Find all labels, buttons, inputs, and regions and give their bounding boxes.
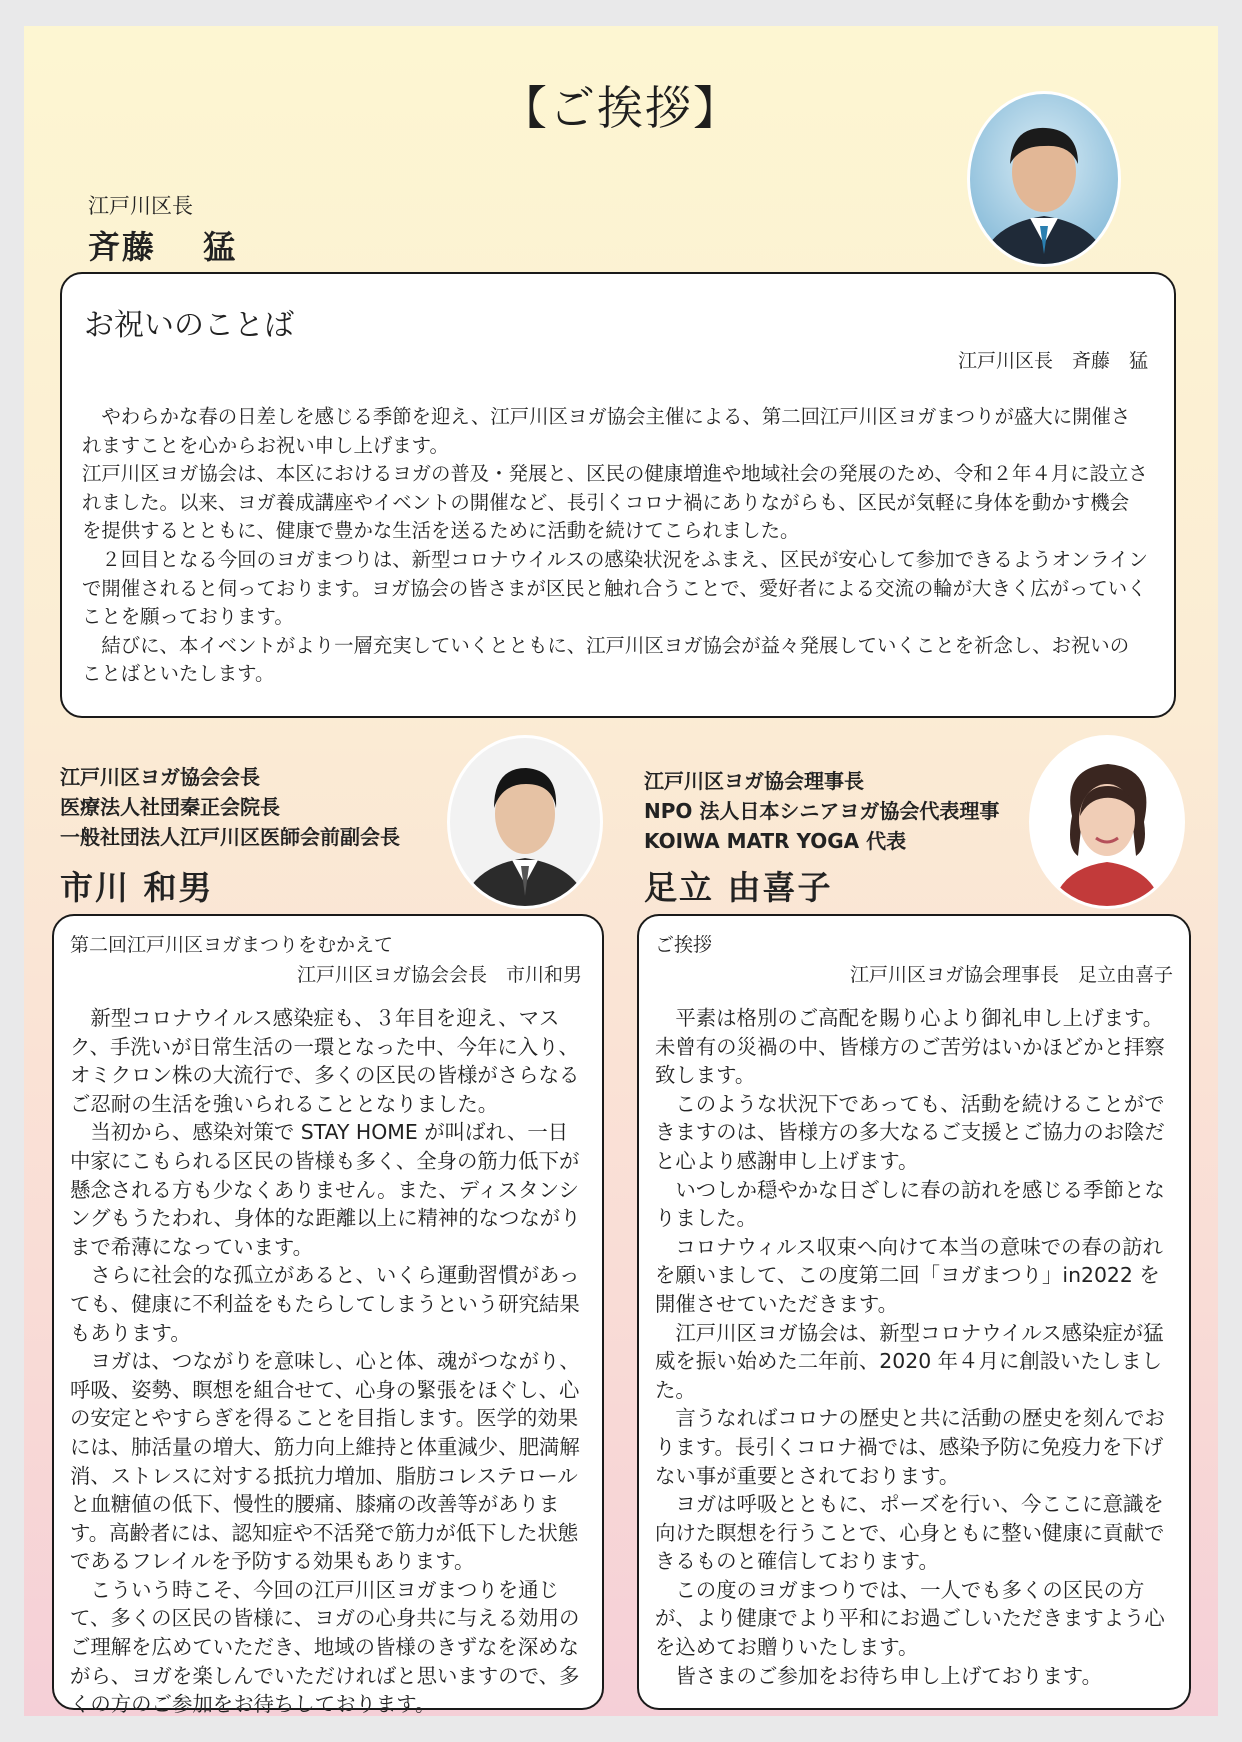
ichikawa-box-heading: 第二回江戸川区ヨガまつりをむかえて: [70, 934, 394, 956]
greeting-signature: 江戸川区長 斉藤 猛: [957, 350, 1148, 372]
page-sheet: [24, 26, 1218, 1716]
adachi-paragraph: このような状況下であっても、活動を続けることができますのは、皆様方の多大なるご支援とご協力のお陰だと心より感謝申し上げます。: [655, 1091, 1165, 1173]
ichikawa-paragraph: こういう時こそ、今回の江戸川区ヨガまつりを通じて、多くの区民の皆様に、ヨガの心身共に与える効用のご理解を広めていただき、地域の皆様のきずなを深めながら、ヨガを楽しんでいただければと思いますので、多くの方のご参加をお待ちしております。: [70, 1577, 580, 1717]
greeting-body: [82, 403, 1148, 689]
ichikawa-roles: [60, 762, 400, 852]
ichikawa-box-signature: 江戸川区ヨガ協会会長 市川和男: [296, 964, 582, 986]
ichikawa-paragraph: さらに社会的な孤立があると、いくら運動習慣があっても、健康に不利益をもたらしてしまうという研究結果もあります。: [70, 1263, 580, 1345]
adachi-box-heading: ご挨拶: [655, 934, 713, 956]
ichikawa-paragraph: 当初から、感染対策で STAY HOME が叫ばれ、一日中家にこもられる区民の皆様も多く、全身の筋力低下が懸念される方も少なくありません。また、ディスタンシングもうたわれ、身体的な距離以上に精神的なつながりまで希薄になっています。: [70, 1120, 581, 1259]
ichikawa-role: 江戸川区ヨガ協会会長: [60, 765, 260, 789]
greeting-paragraph: やわらかな春の日差しを感じる季節を迎え、江戸川区ヨガ協会主催による、第二回江戸川区ヨガまつりが盛大に開催されますことを心からお祝い申し上げます。: [82, 405, 1131, 457]
adachi-message-body: [655, 1004, 1179, 1690]
ichikawa-message-box: [52, 914, 604, 1717]
greeting-box: [60, 272, 1176, 718]
adachi-paragraph: コロナウィルス収束へ向けて本当の意味での春の訪れを願いまして、この度第二回「ヨガまつり」in2022 を開催させていただきます。: [655, 1234, 1163, 1316]
mayor-photo: [970, 94, 1118, 264]
adachi-paragraph: ヨガは呼吸とともに、ポーズを行い、今ここに意識を向けた瞑想を行うことで、心身ともに整い健康に貢献できるものと確信しております。: [655, 1492, 1165, 1574]
page-title: 【ご挨拶】: [501, 81, 741, 135]
adachi-paragraph: この度のヨガまつりでは、一人でも多くの区民の方が、より健康でより平和にお過ごしいただきますよう心を込めてお贈りいたします。: [655, 1577, 1165, 1660]
ichikawa-role: 一般社団法人江戸川区医師会前副会長: [60, 825, 400, 849]
adachi-paragraph: 江戸川区ヨガ協会は、新型コロナウイルス感染症が猛威を振い始めた二年前、2020 年４月に創設いたしました。: [655, 1320, 1164, 1402]
greeting-heading: お祝いのことば: [84, 308, 294, 343]
ichikawa-message-body: [70, 1004, 588, 1719]
adachi-name: 足立 由喜子: [644, 868, 833, 907]
greeting-paragraph: ２回目となる今回のヨガまつりは、新型コロナウイルスの感染状況をふまえ、区民が安心して参加できるようオンラインで開催されると伺っております。ヨガ協会の皆さまが区民と触れ合うことで、愛好者による交流の輪が大きく広がっていくことを願っております。: [82, 547, 1148, 629]
adachi-photo: [1032, 738, 1182, 906]
adachi-paragraph: 皆さまのご参加をお待ち申し上げております。: [655, 1663, 1102, 1688]
greeting-paragraph: 江戸川区ヨガ協会は、本区におけるヨガの普及・発展と、区民の健康増進や地域社会の発展のため、令和２年４月に設立されました。以来、ヨガ養成講座やイベントの開催など、長引くコロナ禍にありながらも、区民が気軽に身体を動かす機会を提供するとともに、健康で豊かな生活を送るために活動を続けてこられました。: [82, 462, 1148, 543]
ichikawa-paragraph: ヨガは、つながりを意味し、心と体、魂がつながり、呼吸、姿勢、瞑想を組合せて、心身の緊張をほぐし、心の安定とやすらぎを得ることを目指します。医学的効果には、肺活量の増大、筋力向上維持と体重減少、肥満解消、ストレスに対する抵抗力増加、脂肪コレステロールと血糖値の低下、慢性的腰痛、膝痛の改善等があります。高齢者には、認知症や不活発で筋力が低下した状態であるフレイルを予防する効果もあります。: [70, 1349, 580, 1574]
ichikawa-name: 市川 和男: [60, 868, 214, 907]
mayor-name: 斉藤 猛: [88, 228, 238, 266]
adachi-roles: [644, 766, 999, 856]
adachi-role: 江戸川区ヨガ協会理事長: [644, 769, 864, 793]
mayor-role: 江戸川区長: [88, 194, 193, 218]
adachi-paragraph: 言うなればコロナの歴史と共に活動の歴史を刻んでおります。長引くコロナ禍では、感染予防に免疫力を下げない事が重要とされております。: [655, 1406, 1165, 1488]
ichikawa-paragraph: 新型コロナウイルス感染症も、３年目を迎え、マスク、手洗いが日常生活の一環となった中、今年に入り、オミクロン株の大流行で、多くの区民の皆様がさらなるご忍耐の生活を強いられることとなりました。: [70, 1006, 580, 1116]
adachi-paragraph: 平素は格別のご高配を賜り心より御礼申し上げます。未曾有の災禍の中、皆様方のご苦労はいかほどかと拝察致します。: [655, 1006, 1165, 1088]
ichikawa-role: 医療法人社団秦正会院長: [60, 795, 280, 819]
adachi-message-box: [637, 914, 1191, 1710]
ichikawa-photo: [450, 738, 600, 906]
adachi-paragraph: いつしか穏やかな日ざしに春の訪れを感じる季節となりました。: [655, 1177, 1165, 1231]
adachi-box-signature: 江戸川区ヨガ協会理事長 足立由喜子: [849, 964, 1173, 986]
adachi-role: KOIWA MATR YOGA 代表: [644, 829, 907, 853]
adachi-role: NPO 法人日本シニアヨガ協会代表理事: [644, 799, 1000, 823]
greeting-paragraph: 結びに、本イベントがより一層充実していくとともに、江戸川区ヨガ協会が益々発展していくことを祈念し、お祝いのことばといたします。: [82, 633, 1130, 686]
